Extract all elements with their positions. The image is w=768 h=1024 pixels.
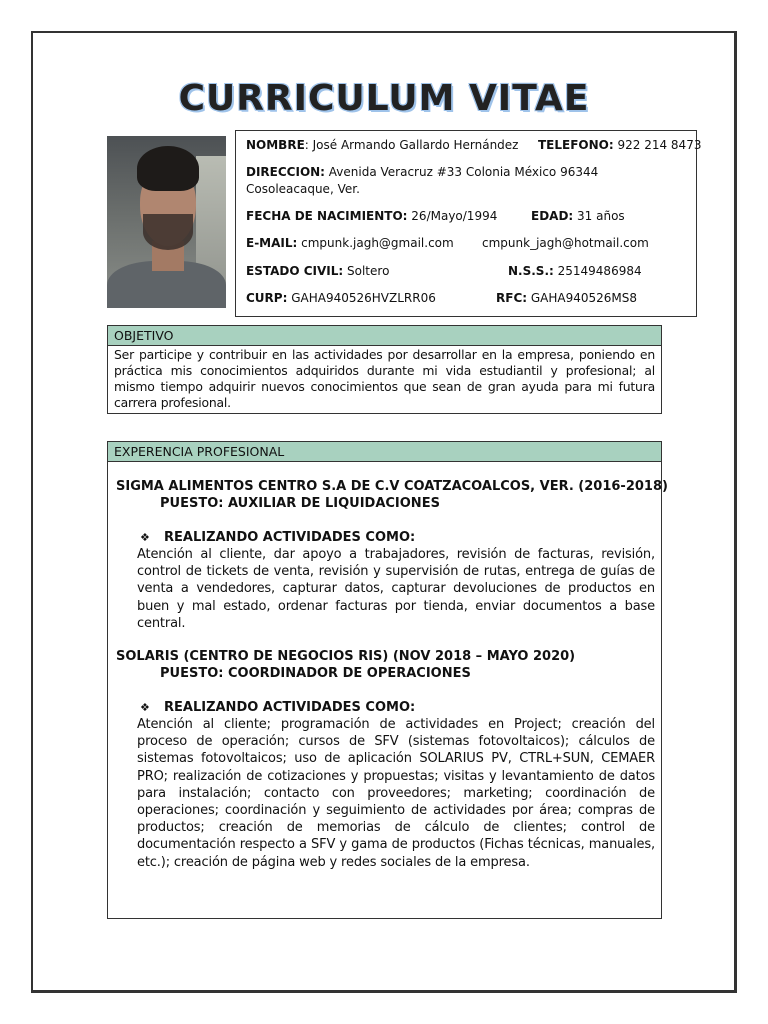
fecha-label: FECHA DE NACIMIENTO: [246, 209, 408, 223]
email-primary[interactable]: cmpunk.jagh@gmail.com [297, 236, 454, 250]
job-activities: Atención al cliente; programación de actividades en Project; creación del proceso de operación; cursos de SFV (sistemas fotovoltaicos); cálculos de sistemas fotovoltaicos; uso de aplicación SOLARIUS PV, CTRL+SUN, CEMAER PRO; realización de cotizaciones y propuestas; visitas y levantamiento de datos para instalación; contacto con proveedores; marketing; coordinación de operaciones; coordinación y seguimiento de actividades por área; compras de productos; creación de memorias de cálculo de clientes; control de documentación respecto a SFV y gama de productos (Fichas técnicas, manuales, etc.); creación de página web y redes sociales de la empresa. [137, 717, 655, 870]
nss-row [508, 264, 642, 278]
activities-heading-label: REALIZANDO ACTIVIDADES COMO: [164, 700, 416, 715]
telefono-label: TELEFONO: [538, 138, 614, 152]
direccion-row [246, 165, 598, 179]
edad-row [531, 209, 625, 223]
edad-label: EDAD: [531, 209, 574, 223]
job-activities: Atención al cliente, dar apoyo a trabajadores, revisión de facturas, revisión, control de tickets de venta, revisión y supervisión de rutas, entrega de guías de venta a vendedores, capturar datos, capturar devoluciones de productos en buen y mal estado, ordenar facturas por tienda, enviar documentos a base central. [137, 547, 655, 631]
nss-value: 25149486984 [553, 264, 642, 278]
direccion-label: DIRECCION: [246, 165, 325, 179]
diamond-bullet-icon: ❖ [140, 701, 150, 714]
job-position: PUESTO: COORDINADOR DE OPERACIONES [160, 666, 471, 681]
telefono-row [538, 138, 701, 152]
job-company: SOLARIS (CENTRO DE NEGOCIOS RIS) (NOV 2018 – MAYO 2020) [116, 649, 576, 664]
job-company: SIGMA ALIMENTOS CENTRO S.A DE C.V COATZACOALCOS, VER. (2016-2018) [116, 479, 668, 494]
activities-heading [140, 700, 415, 715]
rfc-value: GAHA940526MS8 [527, 291, 638, 305]
email-secondary[interactable]: cmpunk_jagh@hotmail.com [482, 236, 649, 250]
curp-row [246, 291, 436, 305]
civil-row [246, 264, 389, 278]
nombre-value: : José Armando Gallardo Hernández [304, 138, 519, 152]
civil-value: Soltero [343, 264, 390, 278]
activities-heading [140, 530, 415, 545]
direccion-value: Avenida Veracruz #33 Colonia México 96344 [324, 165, 599, 179]
job-position: PUESTO: AUXILIAR DE LIQUIDACIONES [160, 496, 440, 511]
telefono-value: 922 214 8473 [613, 138, 702, 152]
page-title: CURRICULUM VITAE [178, 78, 590, 119]
email-row [246, 236, 454, 250]
email-label: E-MAIL: [246, 236, 298, 250]
objetivo-header: OBJETIVO [108, 326, 661, 346]
curp-label: CURP: [246, 291, 288, 305]
objetivo-section [107, 325, 662, 414]
objetivo-text: Ser participe y contribuir en las actividades por desarrollar en la empresa, poniendo en práctica mis conocimientos adquiridos durante mi vida estudiantil y profesional; al mismo tiempo adquirir nuevos conocimientos que sean de gran ayuda para mi futura carrera profesional. [114, 347, 655, 410]
civil-label: ESTADO CIVIL: [246, 264, 344, 278]
edad-value: 31 años [573, 209, 625, 223]
direccion-line2: Cosoleacaque, Ver. [246, 182, 360, 196]
experiencia-header: EXPERENCIA PROFESIONAL [108, 442, 661, 462]
rfc-label: RFC: [496, 291, 528, 305]
curp-value: GAHA940526HVZLRR06 [287, 291, 436, 305]
nss-label: N.S.S.: [508, 264, 554, 278]
personal-info-box [235, 130, 702, 317]
experiencia-section [107, 441, 668, 919]
activities-heading-label: REALIZANDO ACTIVIDADES COMO: [164, 530, 416, 545]
diamond-bullet-icon: ❖ [140, 531, 150, 544]
fecha-row [246, 209, 497, 223]
fecha-value: 26/Mayo/1994 [407, 209, 498, 223]
nombre-label: NOMBRE [246, 138, 305, 152]
nombre-row [246, 138, 518, 152]
rfc-row [496, 291, 637, 305]
profile-photo [107, 136, 226, 308]
